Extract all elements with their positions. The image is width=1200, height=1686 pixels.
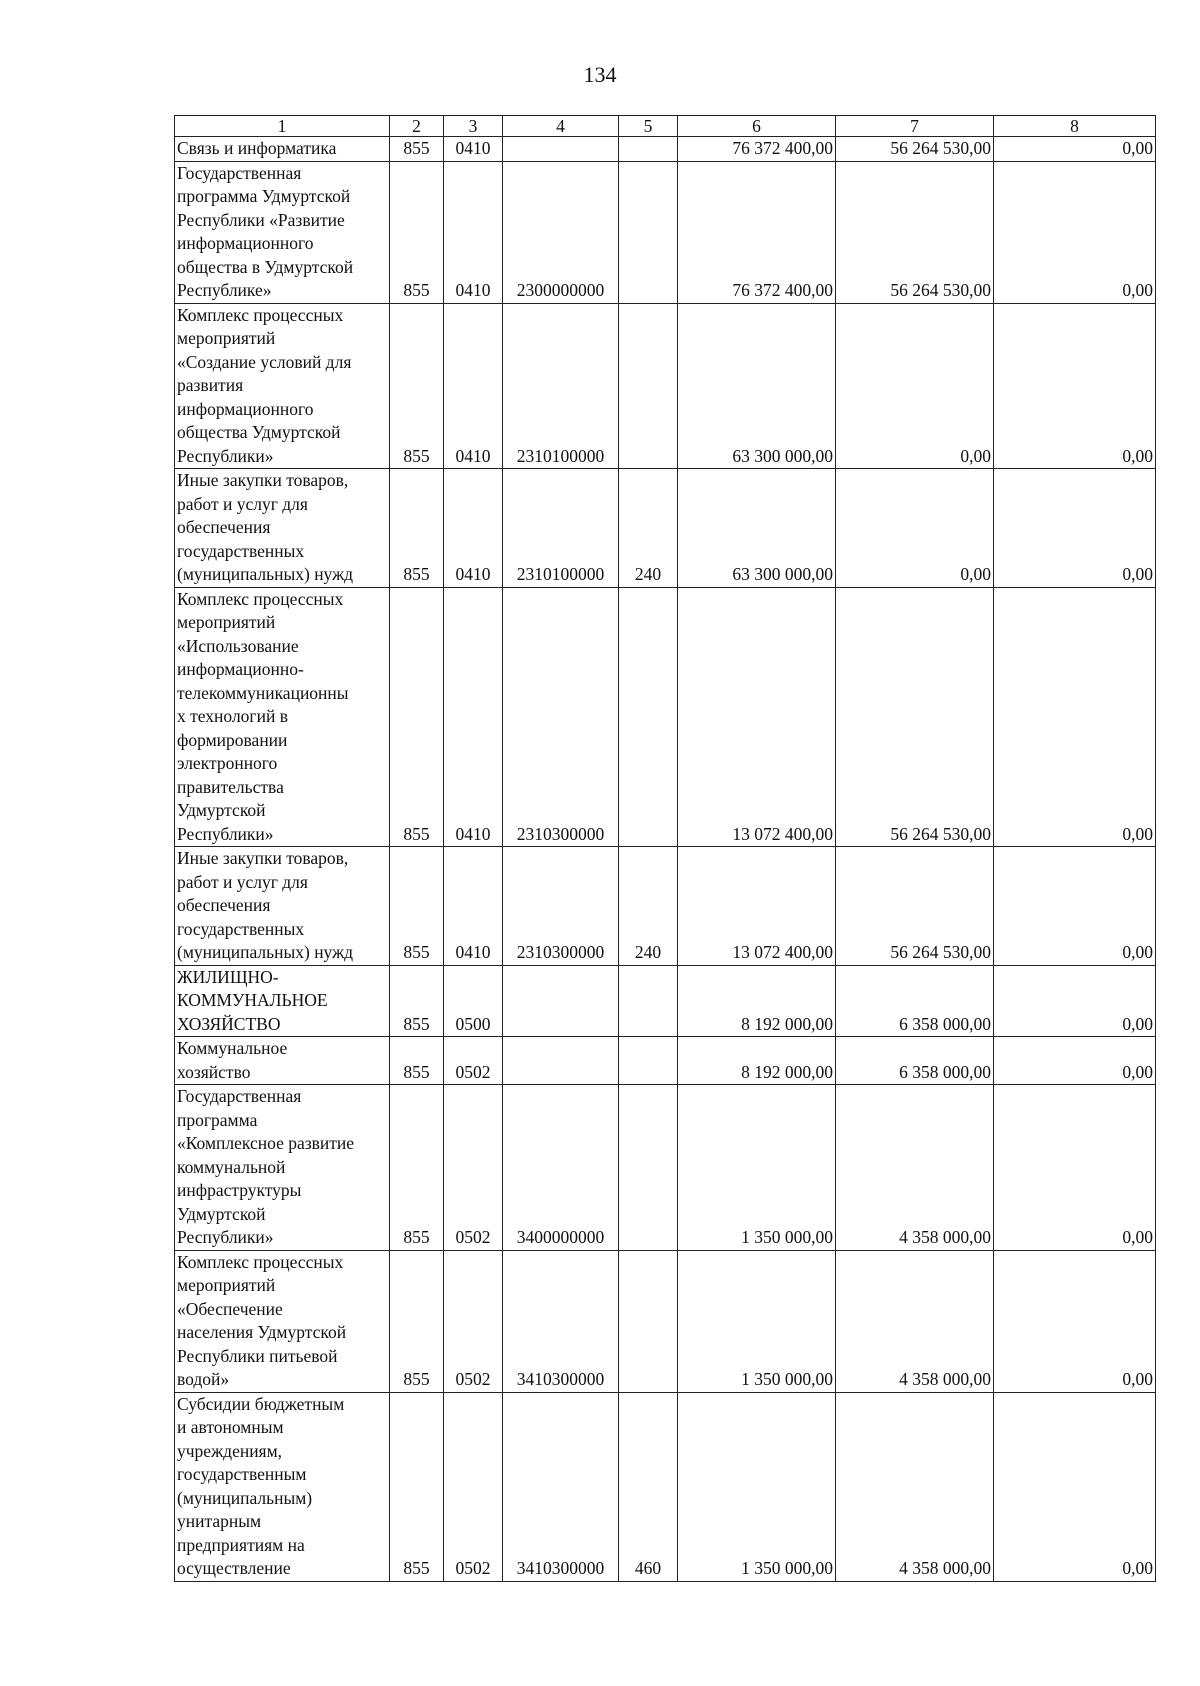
- column-header-3: 3: [444, 116, 503, 137]
- cell-amount-6: 13 072 400,00: [678, 587, 836, 847]
- table-row: [175, 587, 1156, 847]
- cell-code-855: 855: [390, 161, 444, 303]
- column-header-6: 6: [678, 116, 836, 137]
- row-name: [175, 137, 390, 162]
- cell-amount-8: 0,00: [994, 587, 1156, 847]
- cell-code-855: 855: [390, 1250, 444, 1392]
- cell-amount-8: 0,00: [994, 137, 1156, 162]
- cell-section: 0502: [444, 1392, 503, 1581]
- cell-amount-6: 76 372 400,00: [678, 161, 836, 303]
- page-number: 134: [583, 62, 617, 87]
- table-row: [175, 1085, 1156, 1251]
- cell-expense-type: 240: [619, 469, 678, 588]
- cell-amount-8: 0,00: [994, 303, 1156, 469]
- row-name: [175, 303, 390, 469]
- cell-amount-6: 76 372 400,00: [678, 137, 836, 162]
- cell-amount-8: 0,00: [994, 469, 1156, 588]
- table-row: [175, 1037, 1156, 1085]
- cell-code-855: 855: [390, 1392, 444, 1581]
- cell-expense-type: [619, 303, 678, 469]
- cell-amount-7: 56 264 530,00: [836, 587, 994, 847]
- row-name-text: Иные закупки товаров, работ и услуг для обеспечения государственных (муниципальных) нужд: [177, 848, 354, 962]
- cell-section: 0502: [444, 1250, 503, 1392]
- cell-amount-8: 0,00: [994, 1037, 1156, 1085]
- cell-target-code: 2310300000: [503, 847, 619, 966]
- column-header-2: 2: [390, 116, 444, 137]
- table-row: [175, 161, 1156, 303]
- column-header-5: 5: [619, 116, 678, 137]
- cell-code-855: 855: [390, 469, 444, 588]
- cell-amount-6: 1 350 000,00: [678, 1392, 836, 1581]
- cell-code-855: 855: [390, 303, 444, 469]
- table-row: [175, 469, 1156, 588]
- table-row: [175, 1250, 1156, 1392]
- cell-code-855: 855: [390, 137, 444, 162]
- cell-amount-6: 63 300 000,00: [678, 469, 836, 588]
- row-name-text: Государственная программа «Комплексное развитие коммунальной инфраструктуры Удмуртской Республики»: [177, 1086, 355, 1247]
- row-name-text: Комплекс процессных мероприятий «Создание условий для развития информационного общества Удмуртской Республики»: [177, 304, 352, 466]
- cell-amount-7: 56 264 530,00: [836, 161, 994, 303]
- cell-target-code: 2310100000: [503, 469, 619, 588]
- cell-amount-7: 4 358 000,00: [836, 1250, 994, 1392]
- cell-section: 0410: [444, 303, 503, 469]
- cell-code-855: 855: [390, 847, 444, 966]
- column-header-1: 1: [175, 116, 390, 137]
- table-body: [175, 137, 1156, 1582]
- cell-expense-type: [619, 137, 678, 162]
- cell-amount-7: 0,00: [836, 303, 994, 469]
- table-row: [175, 137, 1156, 162]
- cell-amount-8: 0,00: [994, 1085, 1156, 1251]
- cell-amount-7: 0,00: [836, 469, 994, 588]
- cell-expense-type: [619, 587, 678, 847]
- cell-target-code: 2300000000: [503, 161, 619, 303]
- cell-expense-type: [619, 161, 678, 303]
- cell-amount-7: 56 264 530,00: [836, 847, 994, 966]
- cell-amount-7: 56 264 530,00: [836, 137, 994, 162]
- cell-target-code: 3400000000: [503, 1085, 619, 1251]
- cell-section: 0502: [444, 1085, 503, 1251]
- cell-target-code: 2310300000: [503, 587, 619, 847]
- cell-target-code: [503, 1037, 619, 1085]
- cell-section: 0410: [444, 161, 503, 303]
- cell-amount-8: 0,00: [994, 847, 1156, 966]
- cell-section: 0502: [444, 1037, 503, 1085]
- cell-section: 0410: [444, 847, 503, 966]
- table-row: [175, 1392, 1156, 1581]
- cell-amount-8: 0,00: [994, 1250, 1156, 1392]
- cell-expense-type: 460: [619, 1392, 678, 1581]
- column-header-8: 8: [994, 116, 1156, 137]
- row-name: [175, 847, 390, 966]
- budget-table: [174, 115, 1156, 1582]
- row-name-text: Коммунальное хозяйство: [177, 1038, 288, 1082]
- row-name: [175, 1392, 390, 1581]
- cell-amount-7: 6 358 000,00: [836, 1037, 994, 1085]
- cell-amount-6: 13 072 400,00: [678, 847, 836, 966]
- header-row: [175, 116, 1156, 137]
- cell-code-855: 855: [390, 1037, 444, 1085]
- row-name-text: Связь и информатика: [177, 138, 337, 158]
- cell-code-855: 855: [390, 1085, 444, 1251]
- cell-section: 0500: [444, 965, 503, 1037]
- row-name: [175, 161, 390, 303]
- row-name-text: Государственная программа Удмуртской Республики «Развитие информационного общества в Удмуртской Республике»: [177, 162, 354, 300]
- cell-amount-6: 8 192 000,00: [678, 1037, 836, 1085]
- cell-amount-8: 0,00: [994, 965, 1156, 1037]
- row-name-text: Комплекс процессных мероприятий «Обеспечение населения Удмуртской Республики питьевой водой»: [177, 1251, 347, 1389]
- cell-amount-7: 4 358 000,00: [836, 1392, 994, 1581]
- cell-expense-type: [619, 1250, 678, 1392]
- cell-amount-6: 63 300 000,00: [678, 303, 836, 469]
- table-row: [175, 303, 1156, 469]
- row-name: [175, 1250, 390, 1392]
- row-name-text: Иные закупки товаров, работ и услуг для обеспечения государственных (муниципальных) нужд: [177, 470, 354, 584]
- column-header-7: 7: [836, 116, 994, 137]
- cell-amount-6: 1 350 000,00: [678, 1085, 836, 1251]
- cell-amount-7: 4 358 000,00: [836, 1085, 994, 1251]
- row-name: [175, 1085, 390, 1251]
- row-name: [175, 1037, 390, 1085]
- cell-section: 0410: [444, 587, 503, 847]
- column-header-4: 4: [503, 116, 619, 137]
- row-name-text: ЖИЛИЩНО- КОММУНАЛЬНОЕ ХОЗЯЙСТВО: [177, 966, 328, 1034]
- cell-expense-type: [619, 965, 678, 1037]
- cell-amount-8: 0,00: [994, 1392, 1156, 1581]
- cell-code-855: 855: [390, 587, 444, 847]
- cell-target-code: [503, 137, 619, 162]
- cell-target-code: 2310100000: [503, 303, 619, 469]
- cell-amount-8: 0,00: [994, 161, 1156, 303]
- cell-section: 0410: [444, 137, 503, 162]
- row-name: [175, 965, 390, 1037]
- cell-target-code: 3410300000: [503, 1250, 619, 1392]
- cell-expense-type: [619, 1085, 678, 1251]
- cell-target-code: [503, 965, 619, 1037]
- cell-section: 0410: [444, 469, 503, 588]
- row-name-text: Комплекс процессных мероприятий «Использование информационно- телекоммуникационны х технологий в формировании электронного правительства Удмуртской Республики»: [177, 588, 349, 844]
- cell-expense-type: 240: [619, 847, 678, 966]
- table-row: [175, 847, 1156, 966]
- row-name-text: Субсидии бюджетным и автономным учреждениям, государственным (муниципальным) унитарным предприятиям на осуществление: [177, 1393, 345, 1578]
- cell-target-code: 3410300000: [503, 1392, 619, 1581]
- cell-amount-6: 8 192 000,00: [678, 965, 836, 1037]
- row-name: [175, 587, 390, 847]
- cell-code-855: 855: [390, 965, 444, 1037]
- table-row: [175, 965, 1156, 1037]
- cell-amount-6: 1 350 000,00: [678, 1250, 836, 1392]
- cell-expense-type: [619, 1037, 678, 1085]
- cell-amount-7: 6 358 000,00: [836, 965, 994, 1037]
- row-name: [175, 469, 390, 588]
